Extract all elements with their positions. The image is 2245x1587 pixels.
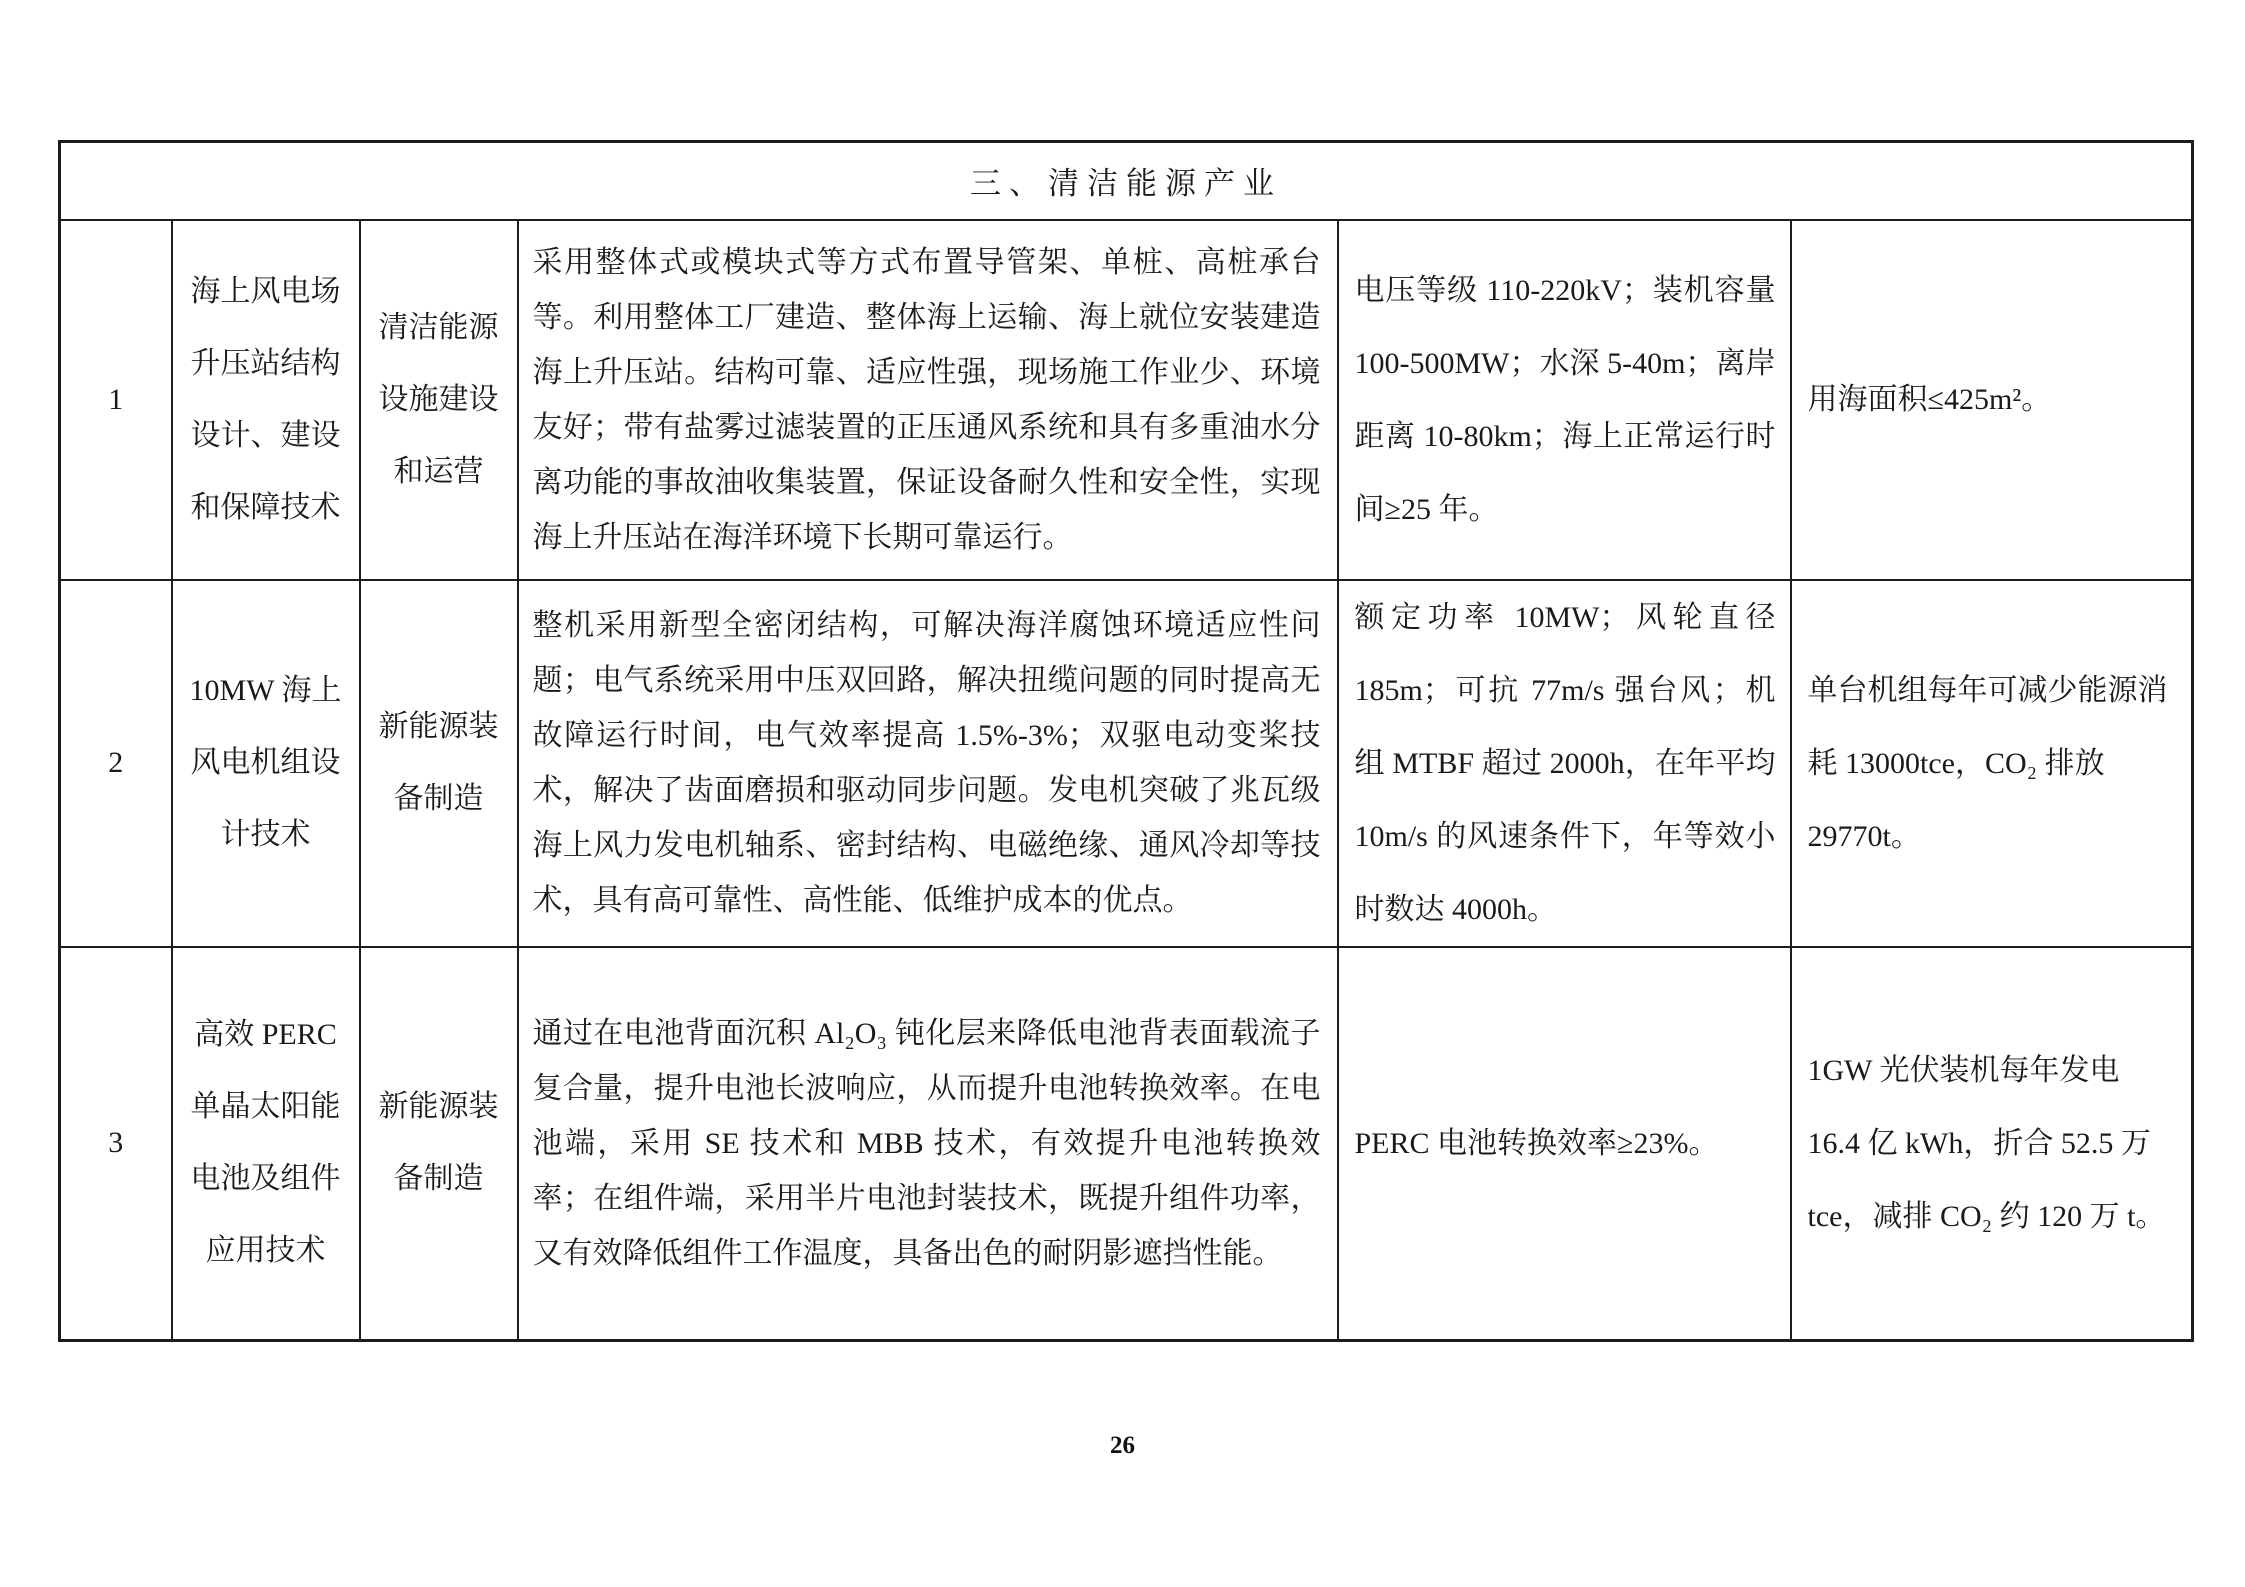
- tech-benefit: 1GW 光伏装机每年发电 16.4 亿 kWh，折合 52.5 万 tce，减排 CO₂ 约 120 万 t。: [1791, 947, 2193, 1341]
- tech-benefit: 单台机组每年可减少能源消耗 13000tce，CO₂ 排放 29770t。: [1791, 580, 2193, 947]
- section-title: 三、清洁能源产业: [60, 142, 2193, 220]
- tech-name: 海上风电场升压站结构设计、建设和保障技术: [172, 220, 360, 580]
- tech-name: 10MW 海上风电机组设计技术: [172, 580, 360, 947]
- table-row: [60, 580, 2193, 947]
- page-number: 26: [1110, 1432, 1135, 1459]
- row-index: 3: [60, 947, 172, 1341]
- tech-specs: 电压等级 110-220kV；装机容量 100-500MW；水深 5-40m；离岸距离 10-80km；海上正常运行时间≥25 年。: [1338, 220, 1791, 580]
- tech-benefit: 用海面积≤425m²。: [1791, 220, 2193, 580]
- row-index: 1: [60, 220, 172, 580]
- table-section-header-row: [60, 142, 2193, 220]
- tech-specs: 额定功率 10MW；风轮直径 185m；可抗 77m/s 强台风；机组 MTBF 超过 2000h，在年平均 10m/s 的风速条件下，年等效小时数达 4000h。: [1338, 580, 1791, 947]
- tech-category: 新能源装备制造: [360, 947, 518, 1341]
- tech-description: 采用整体式或模块式等方式布置导管架、单桩、高桩承台等。利用整体工厂建造、整体海上运输、海上就位安装建造海上升压站。结构可靠、适应性强，现场施工作业少、环境友好；带有盐雾过滤装置的正压通风系统和具有多重油水分离功能的事故油收集装置，保证设备耐久性和安全性，实现海上升压站在海洋环境下长期可靠运行。: [518, 220, 1338, 580]
- tech-name: 高效 PERC 单晶太阳能电池及组件应用技术: [172, 947, 360, 1341]
- clean-energy-table: [58, 140, 2194, 1342]
- tech-category: 新能源装备制造: [360, 580, 518, 947]
- table-row: [60, 947, 2193, 1341]
- row-index: 2: [60, 580, 172, 947]
- tech-description: 通过在电池背面沉积 Al₂O₃ 钝化层来降低电池背表面载流子复合量，提升电池长波响应，从而提升电池转换效率。在电池端，采用 SE 技术和 MBB 技术，有效提升电池转换效率；在组件端，采用半片电池封装技术，既提升组件功率，又有效降低组件工作温度，具备出色的耐阴影遮挡性能。: [518, 947, 1338, 1341]
- tech-description: 整机采用新型全密闭结构，可解决海洋腐蚀环境适应性问题；电气系统采用中压双回路，解决扭缆问题的同时提高无故障运行时间，电气效率提高 1.5%-3%；双驱电动变桨技术，解决了齿面磨损和驱动同步问题。发电机突破了兆瓦级海上风力发电机轴系、密封结构、电磁绝缘、通风冷却等技术，具有高可靠性、高性能、低维护成本的优点。: [518, 580, 1338, 947]
- table-row: [60, 220, 2193, 580]
- tech-specs: PERC 电池转换效率≥23%。: [1338, 947, 1791, 1341]
- tech-category: 清洁能源设施建设和运营: [360, 220, 518, 580]
